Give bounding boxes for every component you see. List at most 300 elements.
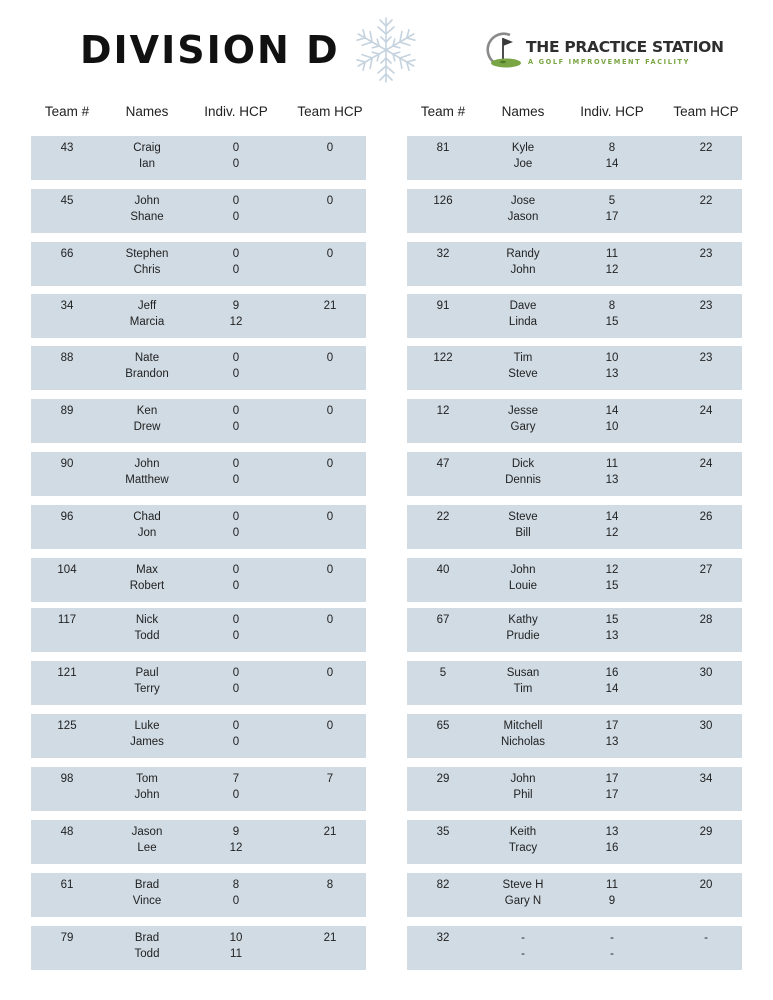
team-number-value: 117 [57, 614, 77, 626]
player-names-value: Dave [509, 300, 537, 312]
player-names [509, 299, 537, 330]
team-row [407, 136, 742, 180]
column-header-left [31, 104, 371, 124]
team-handicap-value: 28 [699, 614, 713, 626]
team-handicap-value: 22 [699, 142, 713, 154]
header-indiv-hcp: Indiv. HCP [580, 104, 644, 119]
team-number-value: 98 [60, 773, 74, 785]
team-number [437, 141, 450, 157]
individual-handicaps [606, 666, 619, 697]
team-handicap-value: 24 [699, 458, 713, 470]
individual-handicaps-value: 17 [605, 788, 619, 801]
player-names-value: Randy [506, 248, 540, 260]
team-handicap-value: 0 [326, 405, 334, 417]
team-row [407, 242, 742, 286]
team-number-value: 67 [436, 614, 450, 626]
team-handicap [327, 666, 333, 682]
team-handicap-value: 0 [326, 142, 334, 154]
team-handicap-value: 30 [699, 720, 713, 732]
player-names-value: Susan [506, 667, 540, 679]
player-names-value: Steve [508, 511, 538, 523]
page-title: DIVISION D [80, 28, 340, 72]
individual-handicaps-value: 14 [605, 511, 619, 523]
snowflake-icon [350, 14, 422, 86]
player-names [506, 613, 539, 644]
player-names [501, 719, 545, 750]
individual-handicaps-value: 12 [605, 263, 619, 276]
team-row [407, 294, 742, 338]
team-handicap [324, 931, 337, 947]
team-number [437, 931, 450, 947]
team-handicap [700, 457, 713, 473]
header-team-number: Team # [44, 104, 90, 119]
team-number [57, 563, 76, 579]
team-number [437, 563, 450, 579]
team-row [407, 926, 742, 970]
team-number [437, 878, 450, 894]
player-names-value: John [134, 458, 160, 470]
individual-handicaps-value: 0 [232, 788, 240, 801]
team-row [407, 452, 742, 496]
team-number-value: 12 [436, 405, 450, 417]
individual-handicaps-value: 0 [232, 720, 240, 732]
player-names-value: Paul [135, 667, 159, 679]
team-number-value: 66 [60, 248, 74, 260]
team-handicap [327, 194, 333, 210]
player-names-value: Brandon [125, 367, 169, 380]
individual-handicaps [233, 194, 239, 225]
team-handicap-value: 8 [326, 879, 334, 891]
player-names-value: Brad [134, 879, 160, 891]
player-names [135, 613, 160, 644]
team-handicap [700, 825, 713, 841]
team-row [31, 242, 366, 286]
individual-handicaps [233, 141, 239, 172]
individual-handicaps-value: 12 [229, 841, 243, 854]
team-handicap-value: 0 [326, 511, 334, 523]
individual-handicaps [606, 194, 619, 225]
individual-handicaps [610, 931, 614, 962]
team-handicap-value: 23 [699, 300, 713, 312]
team-handicap-value: 0 [326, 667, 334, 679]
player-names-value: Linda [508, 315, 538, 328]
individual-handicaps-value: 11 [606, 879, 618, 891]
player-names-value: Craig [133, 142, 161, 154]
player-names-value: - [521, 947, 525, 960]
team-row [31, 558, 366, 602]
individual-handicaps-value: 0 [232, 157, 240, 170]
player-names [521, 931, 525, 962]
team-row [31, 767, 366, 811]
player-names [503, 878, 544, 909]
player-names-value: Jon [137, 526, 157, 539]
individual-handicaps [606, 613, 619, 644]
team-number-value: 65 [436, 720, 450, 732]
individual-handicaps-value: 11 [230, 947, 242, 960]
player-names-value: Robert [129, 579, 165, 592]
team-number [61, 878, 74, 894]
team-number [61, 825, 74, 841]
individual-handicaps-value: 0 [232, 248, 240, 260]
player-names-value: Dick [511, 458, 535, 470]
team-row [407, 714, 742, 758]
player-names-value: Gary [510, 420, 536, 433]
team-row [407, 189, 742, 233]
team-number [437, 719, 450, 735]
individual-handicaps-value: 0 [232, 614, 240, 626]
player-names [511, 772, 536, 803]
individual-handicaps [606, 141, 619, 172]
team-number [61, 351, 74, 367]
team-handicap [324, 825, 337, 841]
team-handicap [327, 351, 333, 367]
team-row [407, 820, 742, 864]
team-row [407, 873, 742, 917]
player-names-value: Todd [134, 629, 160, 642]
team-number-value: 91 [436, 300, 450, 312]
player-names [130, 299, 165, 330]
individual-handicaps-value: 0 [232, 579, 240, 592]
player-names-value: Nick [135, 614, 159, 626]
player-names-value: Phil [513, 788, 533, 801]
team-number-value: 121 [57, 667, 77, 679]
team-number [437, 404, 450, 420]
team-row [31, 399, 366, 443]
player-names-value: Chris [133, 263, 161, 276]
team-row [31, 452, 366, 496]
team-handicap-value: 27 [699, 564, 713, 576]
team-handicap-value: 21 [323, 300, 337, 312]
team-row [31, 505, 366, 549]
player-names-value: Marcia [129, 315, 165, 328]
team-number-value: 79 [60, 932, 74, 944]
player-names-value: Steve [508, 367, 538, 380]
player-names-value: John [134, 788, 160, 801]
player-names-value: Luke [134, 720, 160, 732]
player-names [135, 931, 160, 962]
individual-handicaps-value: 16 [605, 667, 619, 679]
player-names-value: John [510, 773, 536, 785]
header-team-number: Team # [420, 104, 466, 119]
player-names [125, 457, 168, 488]
individual-handicaps-value: 0 [232, 894, 240, 907]
team-row [407, 661, 742, 705]
individual-handicaps [606, 878, 618, 909]
team-handicap [700, 404, 713, 420]
player-names-value: Bill [515, 526, 531, 539]
individual-handicaps-value: 14 [605, 405, 619, 417]
individual-handicaps-value: 0 [232, 458, 240, 470]
player-names-value: Gary N [504, 894, 542, 907]
player-names [130, 563, 165, 594]
team-number-value: 96 [60, 511, 74, 523]
team-number [61, 247, 74, 263]
individual-handicaps-value: 0 [232, 526, 240, 539]
team-handicap [327, 510, 333, 526]
team-number-value: 32 [436, 248, 450, 260]
individual-handicaps-value: 0 [232, 367, 240, 380]
player-names [512, 141, 534, 172]
individual-handicaps-value: 0 [232, 511, 240, 523]
team-handicap-value: 0 [326, 458, 334, 470]
individual-handicaps-value: 12 [229, 315, 243, 328]
individual-handicaps-value: 0 [232, 564, 240, 576]
team-handicap-value: 0 [326, 564, 334, 576]
individual-handicaps-value: 0 [232, 473, 240, 486]
team-number-value: 40 [436, 564, 450, 576]
team-handicap-value: 21 [323, 932, 337, 944]
team-handicap [700, 351, 713, 367]
team-number [440, 666, 446, 682]
team-handicap-value: 7 [326, 773, 334, 785]
team-number [61, 404, 74, 420]
player-names [508, 510, 537, 541]
individual-handicaps-value: 16 [605, 841, 619, 854]
player-names [125, 351, 168, 382]
team-number-value: 89 [60, 405, 74, 417]
player-names-value: Jeff [137, 300, 157, 312]
logo [486, 30, 724, 76]
team-row [407, 608, 742, 652]
team-number [433, 351, 452, 367]
individual-handicaps-value: 0 [232, 142, 240, 154]
individual-handicaps-value: 13 [605, 629, 619, 642]
team-number [61, 510, 74, 526]
team-number-value: 45 [60, 195, 74, 207]
team-handicap-value: 0 [326, 614, 334, 626]
team-handicap-value: 0 [326, 352, 334, 364]
team-row [407, 767, 742, 811]
individual-handicaps-value: 0 [232, 682, 240, 695]
team-number-value: 29 [436, 773, 450, 785]
individual-handicaps [606, 457, 619, 488]
player-names [134, 404, 161, 435]
individual-handicaps [233, 613, 239, 644]
player-names-value: - [521, 932, 525, 944]
individual-handicaps-value: 0 [232, 629, 240, 642]
individual-handicaps [233, 247, 239, 278]
individual-handicaps-value: 17 [605, 720, 619, 732]
player-names [135, 772, 160, 803]
individual-handicaps-value: 0 [232, 735, 240, 748]
team-number [57, 719, 76, 735]
individual-handicaps [233, 351, 239, 382]
individual-handicaps [233, 878, 239, 909]
team-handicap-value: 23 [699, 248, 713, 260]
player-names-value: Matthew [125, 473, 169, 486]
team-number [58, 613, 76, 629]
player-names-value: Jose [510, 195, 536, 207]
individual-handicaps-value: 0 [232, 210, 240, 223]
individual-handicaps [606, 247, 619, 278]
individual-handicaps-value: 13 [605, 367, 619, 380]
team-handicap [324, 299, 337, 315]
team-handicap [700, 510, 713, 526]
team-row [31, 661, 366, 705]
player-names-value: Lee [137, 841, 157, 854]
team-number [437, 825, 450, 841]
player-names [133, 141, 160, 172]
team-row [31, 346, 366, 390]
individual-handicaps-value: 14 [605, 157, 619, 170]
team-handicap-value: 24 [699, 405, 713, 417]
team-handicap [327, 457, 333, 473]
individual-handicaps [606, 404, 619, 435]
team-number-value: 43 [60, 142, 74, 154]
header-names: Names [125, 104, 169, 119]
player-names-value: Keith [509, 826, 537, 838]
team-handicap [327, 772, 333, 788]
individual-handicaps-value: 14 [605, 682, 619, 695]
team-handicap [327, 247, 333, 263]
team-handicap [704, 931, 708, 947]
team-number [61, 194, 74, 210]
column-header-right [407, 104, 747, 124]
individual-handicaps-value: 17 [605, 210, 619, 223]
team-handicap-value: 0 [326, 720, 334, 732]
individual-handicaps-value: 13 [605, 826, 619, 838]
player-names-value: John [134, 195, 160, 207]
individual-handicaps-value: - [610, 947, 614, 960]
header-names: Names [501, 104, 545, 119]
logo-tagline: A GOLF IMPROVEMENT FACILITY [528, 58, 691, 66]
team-number-value: 90 [60, 458, 74, 470]
team-row [31, 608, 366, 652]
team-row [407, 346, 742, 390]
individual-handicaps [233, 719, 239, 750]
player-names-value: Tom [136, 773, 158, 785]
individual-handicaps-value: 12 [605, 564, 619, 576]
team-handicap [700, 613, 713, 629]
player-names [508, 351, 537, 382]
team-handicap-value: 23 [699, 352, 713, 364]
individual-handicaps-value: 11 [606, 458, 618, 470]
individual-handicaps-value: 10 [605, 420, 619, 433]
individual-handicaps-value: 13 [605, 473, 619, 486]
team-number [437, 457, 450, 473]
individual-handicaps [233, 404, 239, 435]
individual-handicaps [606, 772, 619, 803]
team-row [407, 505, 742, 549]
individual-handicaps [233, 510, 239, 541]
team-row [31, 714, 366, 758]
team-handicap [700, 878, 713, 894]
team-row [31, 873, 366, 917]
player-names-value: Nicholas [500, 735, 546, 748]
player-names-value: Brad [134, 932, 160, 944]
player-names-value: Prudie [506, 629, 540, 642]
team-number-value: 61 [60, 879, 74, 891]
player-names-value: Dennis [505, 473, 541, 486]
individual-handicaps-value: 8 [608, 300, 616, 312]
player-names-value: John [510, 263, 536, 276]
individual-handicaps-value: 15 [605, 614, 619, 626]
individual-handicaps-value: 15 [605, 315, 619, 328]
player-names-value: Louie [508, 579, 538, 592]
team-handicap [700, 141, 713, 157]
individual-handicaps [233, 772, 239, 803]
individual-handicaps-value: 15 [605, 579, 619, 592]
player-names-value: Vince [132, 894, 162, 907]
team-handicap-value: - [704, 932, 708, 944]
team-handicap [700, 247, 713, 263]
individual-handicaps-value: 10 [229, 932, 243, 944]
individual-handicaps-value: 0 [232, 352, 240, 364]
team-handicap-value: 26 [699, 511, 713, 523]
team-handicap [700, 194, 713, 210]
player-names [133, 878, 162, 909]
team-row [31, 136, 366, 180]
individual-handicaps-value: 9 [232, 826, 240, 838]
player-names-value: Mitchell [503, 720, 543, 732]
player-names [126, 247, 169, 278]
individual-handicaps-value: 7 [232, 773, 240, 785]
player-names-value: Jason [131, 826, 163, 838]
player-names-value: Max [136, 564, 158, 576]
individual-handicaps-value: 8 [608, 142, 616, 154]
header-team-hcp: Team HCP [673, 104, 739, 119]
team-number [437, 247, 450, 263]
individual-handicaps [230, 825, 243, 856]
player-names-value: John [510, 564, 536, 576]
team-handicap [700, 719, 713, 735]
team-handicap [700, 299, 713, 315]
team-handicap-value: 0 [326, 248, 334, 260]
player-names [134, 666, 160, 697]
team-number [61, 931, 74, 947]
player-names-value: Shane [130, 210, 164, 223]
player-names-value: Nate [134, 352, 160, 364]
individual-handicaps [606, 299, 619, 330]
player-names [509, 563, 537, 594]
player-names-value: Tim [513, 682, 533, 695]
team-handicap-value: 22 [699, 195, 713, 207]
individual-handicaps-value: 9 [232, 300, 240, 312]
player-names [132, 825, 163, 856]
player-names [130, 194, 163, 225]
team-handicap-value: 34 [699, 773, 713, 785]
player-names-value: Stephen [125, 248, 169, 260]
team-number [61, 141, 74, 157]
player-names-value: Terry [134, 682, 160, 695]
team-handicap [700, 563, 713, 579]
individual-handicaps-value: 13 [605, 735, 619, 748]
team-number-value: 126 [433, 195, 453, 207]
team-row [31, 820, 366, 864]
individual-handicaps-value: 11 [606, 248, 618, 260]
team-handicap-value: 30 [699, 667, 713, 679]
individual-handicaps-value: 10 [605, 352, 619, 364]
team-number-value: 22 [436, 511, 450, 523]
team-number-value: 32 [436, 932, 450, 944]
team-row [31, 189, 366, 233]
player-names-value: Jesse [507, 405, 539, 417]
individual-handicaps-value: 17 [605, 773, 619, 785]
team-handicap [327, 563, 333, 579]
player-names-value: James [130, 735, 164, 748]
team-row [407, 558, 742, 602]
player-names-value: Drew [133, 420, 161, 433]
team-handicap [327, 613, 333, 629]
team-handicap-value: 20 [699, 879, 713, 891]
team-handicap [327, 404, 333, 420]
player-names-value: Todd [134, 947, 160, 960]
team-number [437, 510, 450, 526]
player-names-value: Jason [507, 210, 539, 223]
team-number-value: 104 [57, 564, 77, 576]
individual-handicaps [606, 510, 619, 541]
player-names-value: Tracy [508, 841, 538, 854]
